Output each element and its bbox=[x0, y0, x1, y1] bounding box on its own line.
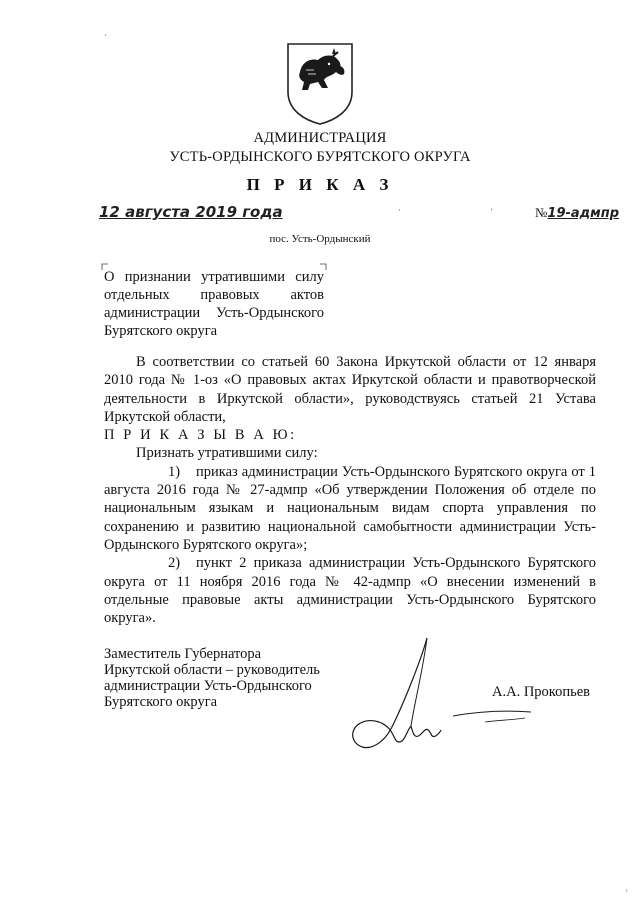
document-number bbox=[535, 205, 619, 221]
order-item-1 bbox=[104, 463, 596, 554]
number-prefix: № bbox=[535, 205, 548, 220]
document-subject bbox=[104, 268, 324, 340]
signatory-position bbox=[104, 646, 320, 710]
org-name-line2: УСТЬ-ОРДЫНСКОГО БУРЯТСКОГО ОКРУГА bbox=[169, 149, 471, 165]
position-line: Иркутской области – руководитель bbox=[104, 662, 320, 678]
preamble-paragraph: В соответствии со статьей 60 Закона Иркутской области от 12 января 2010 года № 1-оз «О правовых актах Иркутской области и правотворческой деятельности в Иркутской области», руководствуясь статьей 21 Устава Иркутской области, bbox=[104, 354, 596, 425]
scan-speck: ' bbox=[491, 207, 493, 217]
order-word: П Р И К А З Ы В А Ю: bbox=[104, 427, 297, 444]
subject-line: О признании утратившими силу bbox=[104, 269, 324, 285]
handwritten-number: 19-адмпр bbox=[547, 206, 620, 221]
position-line: Заместитель Губернатора bbox=[104, 646, 262, 662]
item-text: приказ администрации Усть-Ордынского Бурятского округа от 1 августа 2016 года № 27-адмпр «Об утверждении Положения об отделе по национальным языкам и национальным видам спорта управления по сохранению и развитию национальной самобытности администрации Усть-Ордынского Бурятского округа»; bbox=[104, 463, 596, 553]
org-name-line1: АДМИНИСТРАЦИЯ bbox=[253, 130, 387, 146]
item-text: пункт 2 приказа администрации Усть-Ордынского Бурятского округа от 11 ноября 2016 года № 42-адмпр «О внесении изменений в отдельные правовые акты администрации Усть-Ордынского Бурятского округа». bbox=[104, 555, 596, 627]
document-body bbox=[104, 353, 596, 627]
position-line: администрации Усть-Ордынского bbox=[104, 678, 312, 694]
place-of-issue: пос. Усть-Ордынский bbox=[269, 233, 371, 245]
handwritten-date: 12 августа 2019 года bbox=[99, 203, 283, 221]
document-type-title: П Р И К А З bbox=[246, 175, 394, 194]
subject-line: администрации Усть-Ордынского bbox=[104, 305, 324, 321]
subject-line: отдельных правовых актов bbox=[104, 287, 324, 303]
subject-line: Бурятского округа bbox=[104, 323, 218, 339]
signatory-name: А.А. Прокопьев bbox=[492, 684, 591, 700]
scan-speck: · bbox=[104, 30, 107, 40]
scan-speck: ' bbox=[626, 888, 628, 898]
item-number: 2) bbox=[168, 555, 181, 572]
item-number: 1) bbox=[168, 463, 181, 480]
coat-of-arms-icon bbox=[284, 40, 356, 126]
declaration-line: Признать утратившими силу: bbox=[136, 445, 318, 462]
position-line: Бурятского округа bbox=[104, 694, 218, 710]
scan-speck: · bbox=[398, 205, 401, 215]
order-item-2 bbox=[104, 554, 596, 627]
